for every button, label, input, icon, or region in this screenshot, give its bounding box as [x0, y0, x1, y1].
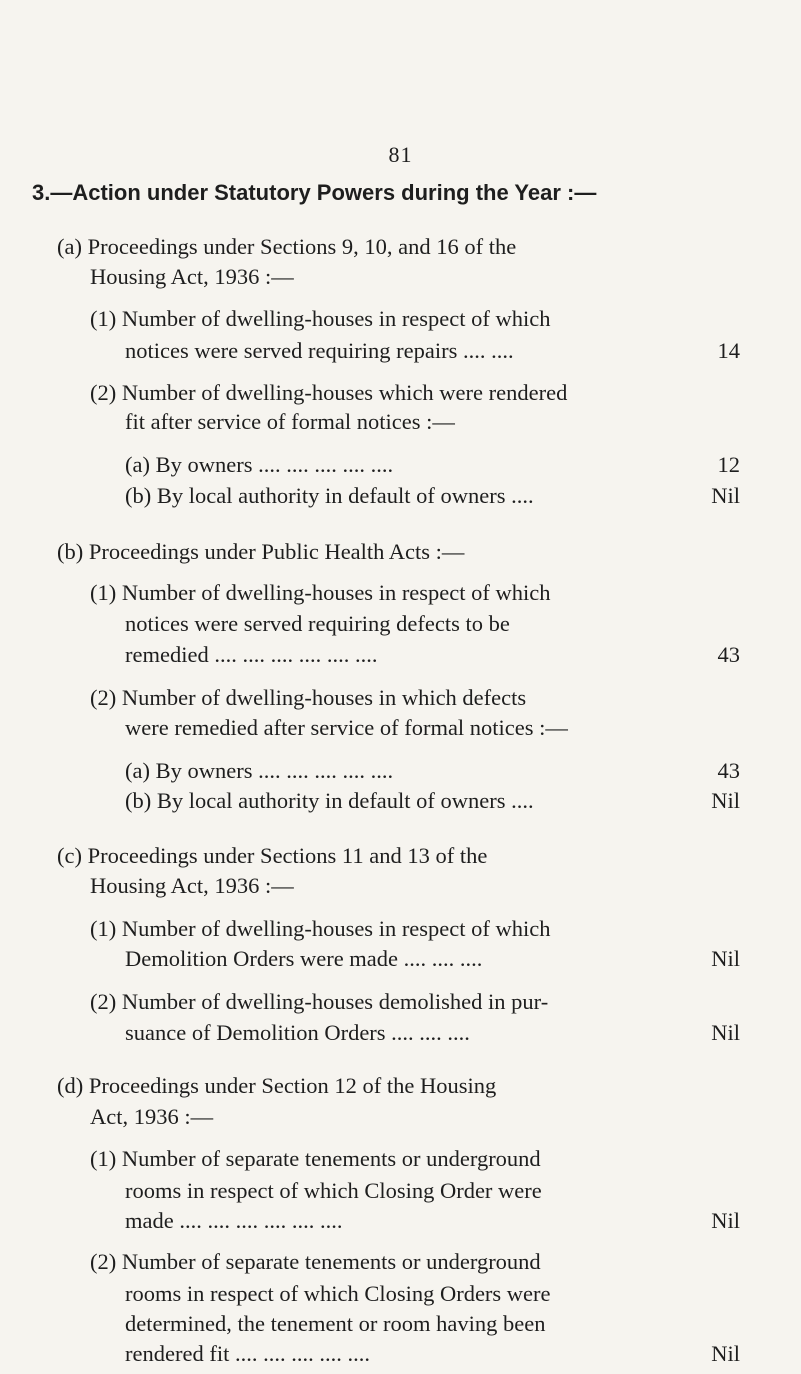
section-a-title-line-1: (a) Proceedings under Sections 9, 10, and 16 of the: [57, 234, 517, 260]
section-d-title-line-1: (d) Proceedings under Section 12 of the Housing: [57, 1073, 497, 1099]
section-d-item-2-line-3: determined, the tenement or room having been: [125, 1310, 546, 1336]
section-d-item-1-line-2: rooms in respect of which Closing Order were: [125, 1177, 542, 1203]
section-b-item-1-line-2: notices were served requiring defects to be: [125, 610, 510, 636]
section-a-title-line-2: Housing Act, 1936 :—: [90, 263, 294, 289]
section-c-item-1-value: Nil: [711, 946, 740, 972]
section-a-item-2-line-1: (2) Number of dwelling-houses which were rendered: [90, 380, 568, 406]
section-b-item-1-line-3: remedied .... .... .... .... .... ....: [125, 641, 378, 667]
section-a-item-3-line-1: (a) By owners .... .... .... .... ....: [125, 452, 394, 478]
section-d-item-1-line-1: (1) Number of separate tenements or underground: [90, 1146, 541, 1172]
section-b-item-3-line-1: (a) By owners .... .... .... .... ....: [125, 757, 394, 783]
section-a-item-3-value: 12: [717, 452, 740, 478]
section-c-item-2-value: Nil: [711, 1020, 740, 1046]
section-b-item-2-line-2: were remedied after service of formal notices :—: [125, 714, 568, 740]
section-b-item-1-value: 43: [717, 641, 740, 667]
section-c-item-2-line-1: (2) Number of dwelling-houses demolished in pur-: [90, 988, 549, 1014]
section-b-item-4-value: Nil: [711, 787, 740, 813]
page-number: 81: [388, 142, 413, 167]
section-b-item-3-value: 43: [717, 757, 740, 783]
section-a-item-1-line-2: notices were served requiring repairs .... ....: [125, 337, 514, 363]
section-c-item-1-line-1: (1) Number of dwelling-houses in respect of which: [90, 915, 551, 941]
section-heading: 3.—Action under Statutory Powers during the Year :—: [32, 180, 597, 205]
section-d-item-2-line-1: (2) Number of separate tenements or underground: [90, 1249, 541, 1275]
section-a-item-4-value: Nil: [711, 483, 740, 509]
section-b-item-2-line-1: (2) Number of dwelling-houses in which defects: [90, 684, 527, 710]
section-a-item-1-value: 14: [717, 337, 740, 363]
section-d-item-2-line-2: rooms in respect of which Closing Orders were: [125, 1280, 551, 1306]
section-c-title-line-2: Housing Act, 1936 :—: [90, 873, 294, 899]
section-d-item-2-line-4: rendered fit .... .... .... .... ....: [125, 1340, 370, 1366]
section-d-item-1-line-3: made .... .... .... .... .... ....: [125, 1207, 343, 1233]
section-a-item-2-line-2: fit after service of formal notices :—: [125, 409, 455, 435]
section-d-item-2-value: Nil: [711, 1340, 740, 1366]
section-a-item-4-line-1: (b) By local authority in default of owners ....: [125, 483, 534, 509]
section-c-title-line-1: (c) Proceedings under Sections 11 and 13 of the: [57, 843, 488, 869]
section-d-item-1-value: Nil: [711, 1207, 740, 1233]
section-b-item-1-line-1: (1) Number of dwelling-houses in respect of which: [90, 579, 551, 605]
section-d-title-line-2: Act, 1936 :—: [90, 1103, 214, 1129]
section-c-item-1-line-2: Demolition Orders were made .... .... ....: [125, 946, 483, 972]
section-b-item-4-line-1: (b) By local authority in default of owners ....: [125, 787, 534, 813]
section-a-item-1-line-1: (1) Number of dwelling-houses in respect of which: [90, 306, 551, 332]
section-c-item-2-line-2: suance of Demolition Orders .... .... ....: [125, 1020, 470, 1046]
section-b-title-line-1: (b) Proceedings under Public Health Acts :—: [57, 538, 465, 564]
